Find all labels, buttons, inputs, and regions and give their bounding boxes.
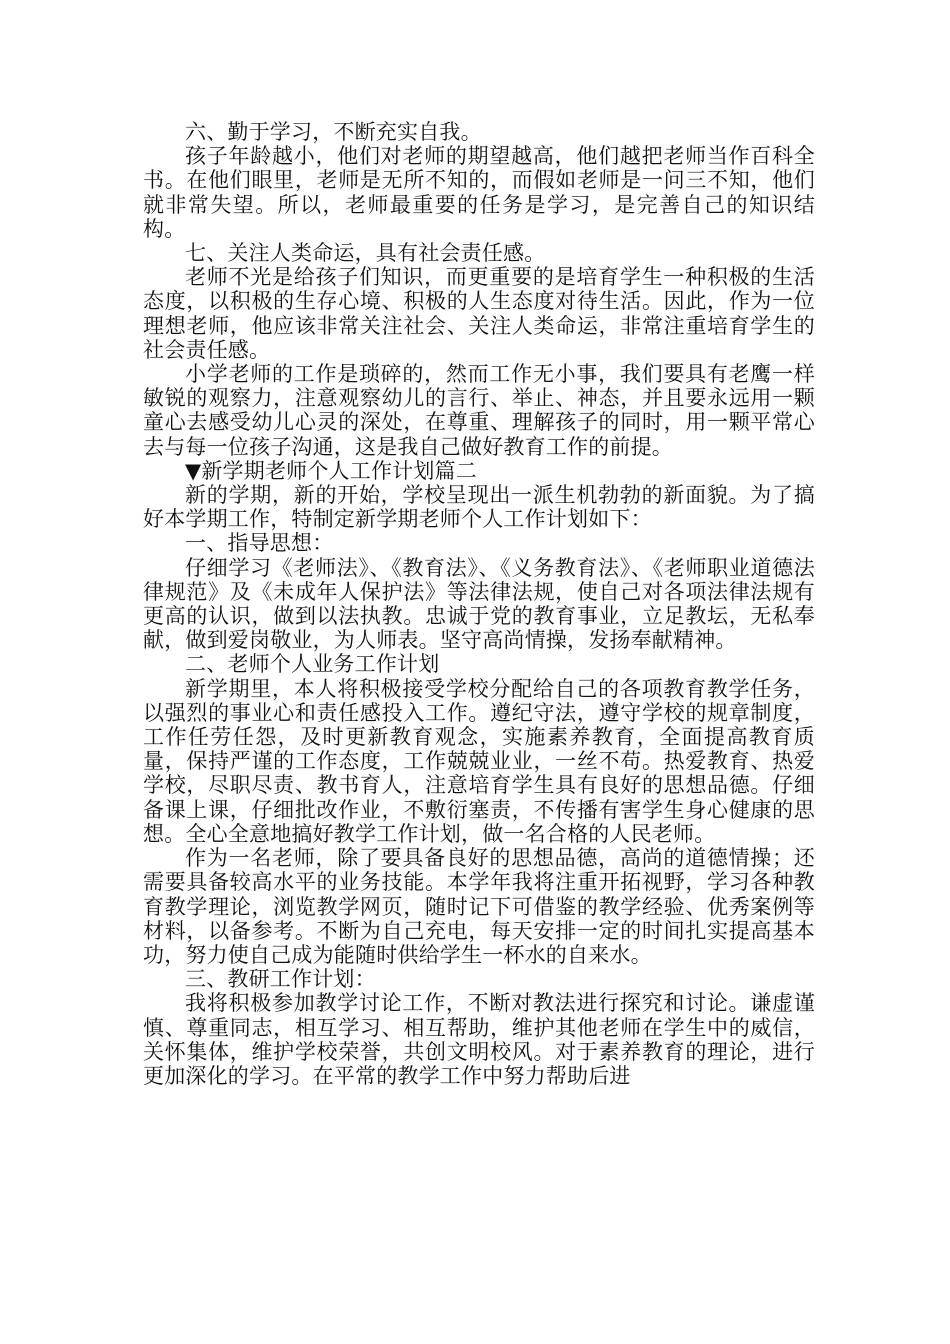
paragraph: 新学期里，本人将积极接受学校分配给自己的各项教育教学任务，以强烈的事业心和责任感投入工作。遵纪守法，遵守学校的规章制度，工作任劳任怨，及时更新教育观念，实施素养教育，全面提高教育质量，保持严谨的工作态度，工作兢兢业业，一丝不苟。热爱教育、热爱学校，尽职尽责、教书育人，注意培育学生具有良好的思想品德。仔细备课上课，仔细批改作业，不敷衍塞责，不传播有害学生身心健康的思想。全心全意地搞好教学工作计划，做一名合格的人民老师。 <box>143 676 815 846</box>
document-body <box>143 120 815 1088</box>
paragraph: 仔细学习《老师法》、《教育法》、《义务教育法》、《老师职业道德法律规范》及《未成年人保护法》等法律法规，使自己对各项法律法规有更高的认识，做到以法执教。忠诚于党的教育事业，立足教坛，无私奉献，做到爱岗敬业，为人师表。坚守高尚情操，发扬奉献精神。 <box>143 555 815 653</box>
section-heading-7: 七、关注人类命运，具有社会责任感。 <box>185 241 546 266</box>
paragraph: 孩子年龄越小，他们对老师的期望越高，他们越把老师当作百科全书。在他们眼里，老师是无所不知的，而假如老师是一问三不知，他们就非常失望。所以，老师最重要的任务是学习，是完善自己的知识结构。 <box>143 144 815 241</box>
paragraph: 作为一名老师，除了要具备良好的思想品德，高尚的道德情操；还需要具备较高水平的业务技能。本学年我将注重开拓视野，学习各种教育教学理论，浏览教学网页，随时记下可借鉴的教学经验、优秀案例等材料，以备参考。不断为自己充电，每天安排一定的时间扎实提高基本功，努力使自己成为能随时供给学生一杯水的自来水。 <box>143 846 815 967</box>
section-heading-3: 三、教研工作计划： <box>185 967 376 992</box>
section-heading-1: 一、指导思想： <box>185 531 334 556</box>
paragraph: 小学老师的工作是琐碎的，然而工作无小事，我们要具有老鹰一样敏锐的观察力，注意观察幼儿的言行、举止、神态，并且要永远用一颗童心去感受幼儿心灵的深处，在尊重、理解孩子的同时，用一颗平常心去与每一位孩子沟通，这是我自己做好教育工作的前提。 <box>143 362 815 459</box>
paragraph: 新的学期，新的开始，学校呈现出一派生机勃勃的新面貌。为了搞好本学期工作，特制定新学期老师个人工作计划如下： <box>143 483 815 532</box>
section-heading-6: 六、勤于学习，不断充实自我。 <box>185 120 482 144</box>
paragraph: 老师不光是给孩子们知识，而更重要的是培育学生一种积极的生活态度，以积极的生存心境、积极的人生态度对待生活。因此，作为一位理想老师，他应该非常关注社会、关注人类命运，非常注重培育学生的社会责任感。 <box>143 265 815 362</box>
article-part-heading: ▼新学期老师个人工作计划篇二 <box>185 458 477 483</box>
section-heading-2: 二、老师个人业务工作计划 <box>185 652 440 677</box>
paragraph: 我将积极参加教学讨论工作，不断对教法进行探究和讨论。谦虚谨慎、尊重同志，相互学习、相互帮助，维护其他老师在学生中的威信，关怀集体，维护学校荣誉，共创文明校风。对于素养教育的理论，进行更加深化的学习。在平常的教学工作中努力帮助后进 <box>143 991 815 1088</box>
